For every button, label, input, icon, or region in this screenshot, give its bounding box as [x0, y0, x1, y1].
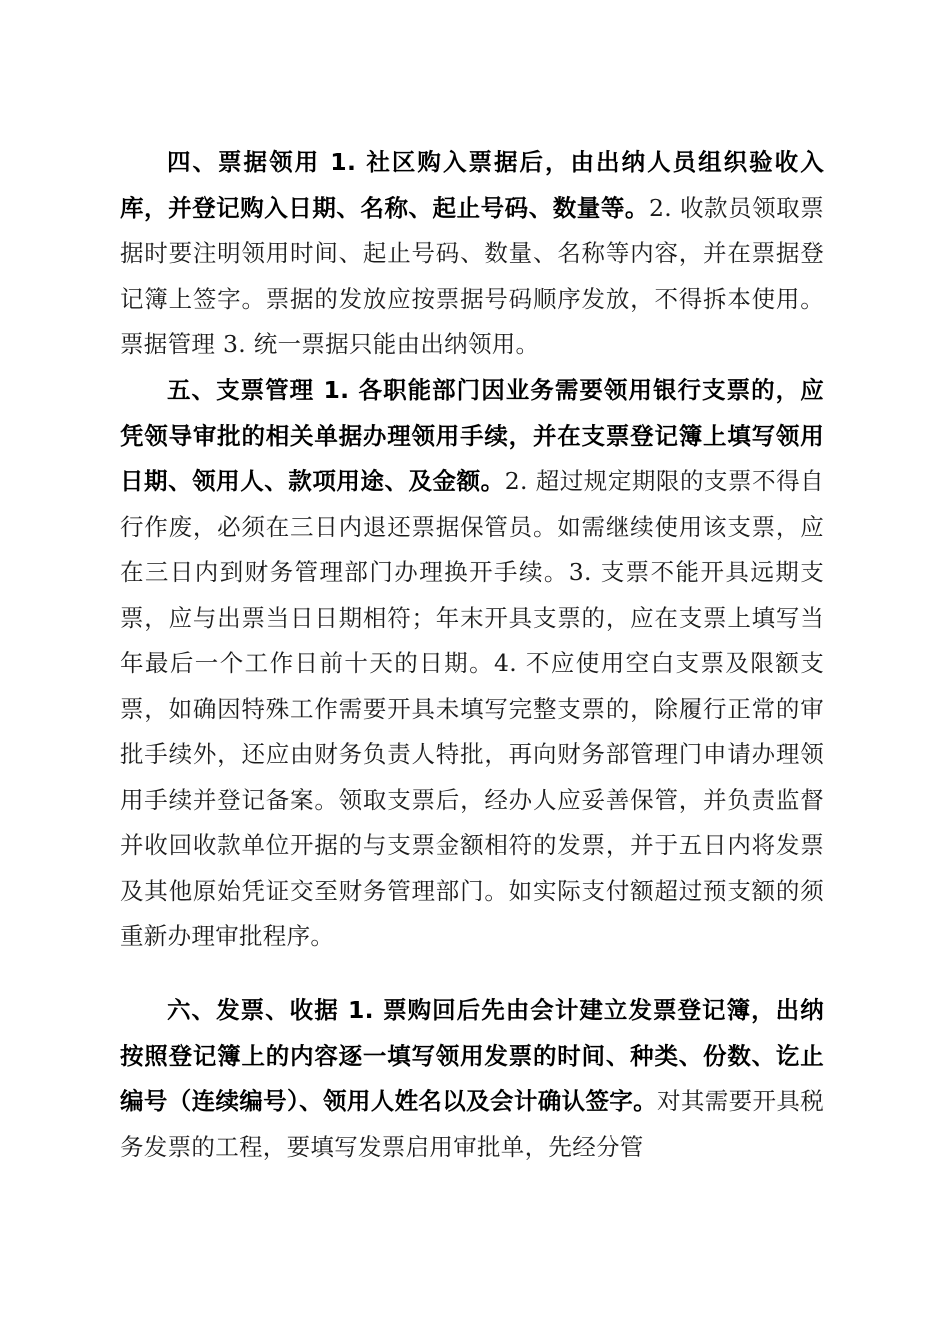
paragraph-invoice-receipt	[120, 988, 824, 1170]
paragraph-body-text: 对其需要开具税务发票的工程，要填写发票启用审批单，先经分管	[120, 1087, 824, 1161]
paragraph-lead-text: 四、票据领用 1. 社区购入票据后，由出纳人员组织验收入库，并登记购入日期、名称、起止号码、数量等。	[120, 148, 824, 222]
paragraph-lead-text: 五、支票管理 1. 各职能部门因业务需要领用银行支票的，应凭领导审批的相关单据办理领用手续，并在支票登记簿上填写领用日期、领用人、款项用途、及金额。	[120, 376, 824, 495]
paragraph-body-text: 2. 收款员领取票据时要注明领用时间、起止号码、数量、名称等内容，并在票据登记簿上签字。票据的发放应按票据号码顺序发放，不得拆本使用。票据管理 3. 统一票据只能由出纳领用。	[120, 193, 825, 358]
paragraph-check-management	[120, 368, 824, 960]
paragraph-body-text: 2. 超过规定期限的支票不得自行作废，必须在三日内退还票据保管员。如需继续使用该支票，应在三日内到财务管理部门办理换开手续。3. 支票不能开具远期支票，应与出票当日日期相符；年末开具支票的，应在支票上填写当年最后一个工作日前十天的日期。4. 不应使用空白支票及限额支票，如确因特殊工作需要开具未填写完整支票的，除履行正常的审批手续外，还应由财务负责人特批，再向财务部管理门申请办理领用手续并登记备案。领取支票后，经办人应妥善保管，并负责监督并收回收款单位开据的与支票金额相符的发票，并于五日内将发票及其他原始凭证交至财务管理部门。如实际支付额超过预支额的须重新办理审批程序。	[120, 467, 824, 950]
paragraph-ticket-collection	[120, 140, 824, 368]
paragraph-lead-text: 六、发票、收据 1. 票购回后先由会计建立发票登记簿，出纳按照登记簿上的内容逐一填写领用发票的时间、种类、份数、讫止编号（连续编号）、领用人姓名以及会计确认签字。	[120, 996, 824, 1115]
